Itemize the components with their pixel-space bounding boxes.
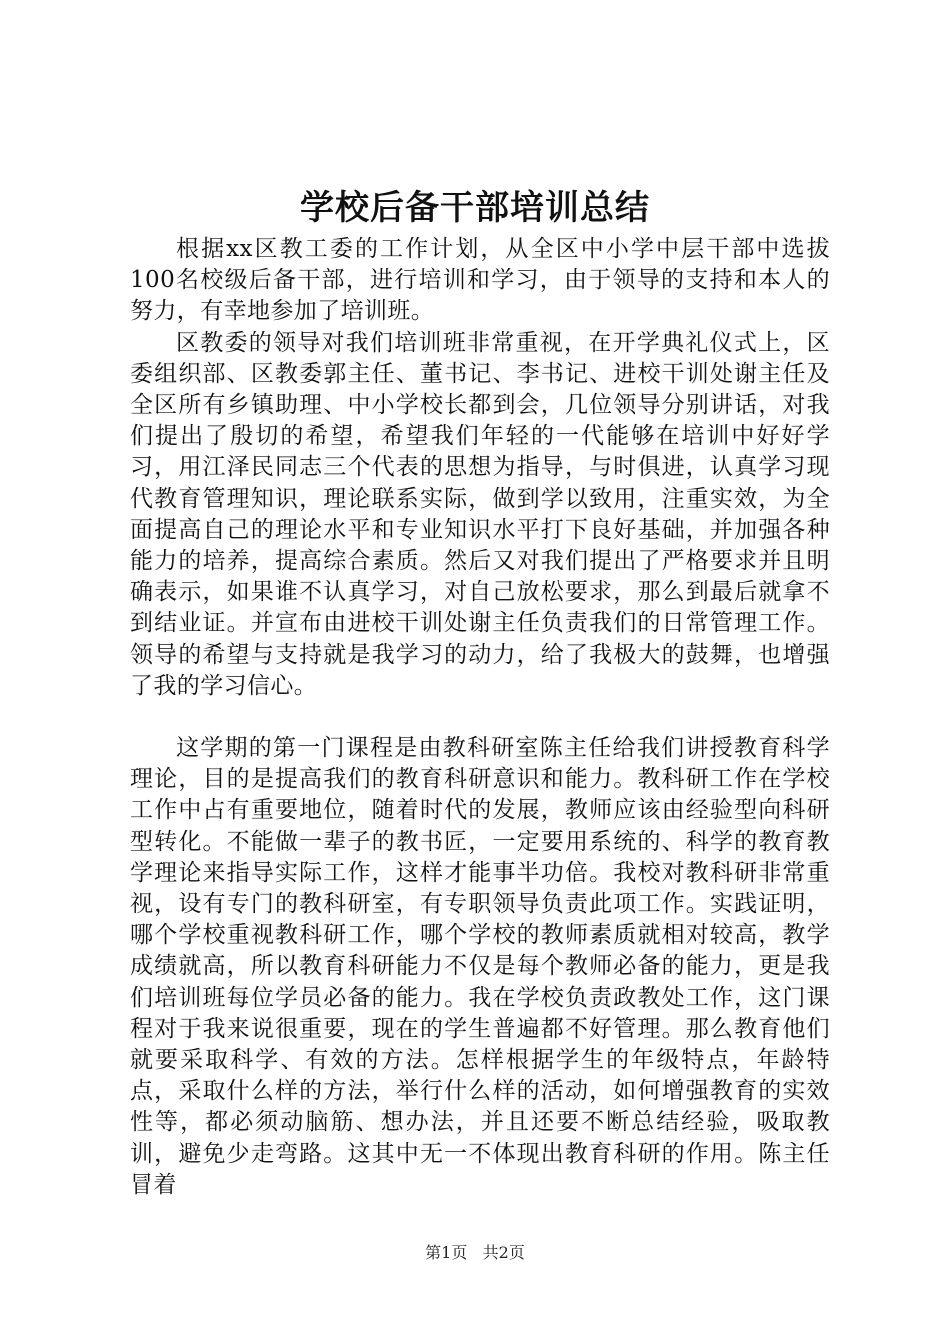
page-separator — [472, 1243, 477, 1262]
page-number: 第1页 — [425, 1243, 468, 1262]
document-title: 学校后备干部培训总结 — [300, 188, 650, 228]
document-body — [130, 234, 830, 1201]
paragraph-2: 区教委的领导对我们培训班非常重视，在开学典礼仪式上，区委组织部、区教委郭主任、董书记、李书记、进校干训处谢主任及全区所有乡镇助理、中小学校长都到会，几位领导分别讲话，对我们提出了殷切的希望，希望我们年轻的一代能够在培训中好好学习，用江泽民同志三个代表的思想为指导，与时俱进，认真学习现代教育管理知识，理论联系实际，做到学以致用，注重实效，为全面提高自己的理论水平和专业知识水平打下良好基础，并加强各种能力的培养，提高综合素质。然后又对我们提出了严格要求并且明确表示，如果谁不认真学习，对自己放松要求，那么到最后就拿不到结业证。并宣布由进校干训处谢主任负责我们的日常管理工作。领导的希望与支持就是我学习的动力，给了我极大的鼓舞，也增强了我的学习信心。 — [130, 329, 830, 699]
page-footer — [0, 1242, 950, 1264]
paragraph-1: 根据xx区教工委的工作计划，从全区中小学中层干部中选拔100名校级后备干部，进行培训和学习，由于领导的支持和本人的努力，有幸地参加了培训班。 — [130, 236, 830, 325]
paragraph-3: 这学期的第一门课程是由教科研室陈主任给我们讲授教育科学理论，目的是提高我们的教育科研意识和能力。教科研工作在学校工作中占有重要地位，随着时代的发展，教师应该由经验型向科研型转化。不能做一辈子的教书匠，一定要用系统的、科学的教育教学理论来指导实际工作，这样才能事半功倍。我校对教科研非常重视，设有专门的教科研室，有专职领导负责此项工作。实践证明，哪个学校重视教科研工作，哪个学校的教师素质就相对较高，教学成绩就高，所以教育科研能力不仅是每个教师必备的能力，更是我们培训班每位学员必备的能力。我在学校负责政教处工作，这门课程对于我来说很重要，现在的学生普遍都不好管理。那么教育他们就要采取科学、有效的方法。怎样根据学生的年级特点，年龄特点，采取什么样的方法，举行什么样的活动，如何增强教育的实效性等，都必须动脑筋、想办法，并且还要不断总结经验，吸取教训，避免少走弯路。这其中无一不体现出教育科研的作用。陈主任冒着 — [130, 735, 830, 1198]
page-total: 共2页 — [482, 1243, 525, 1262]
